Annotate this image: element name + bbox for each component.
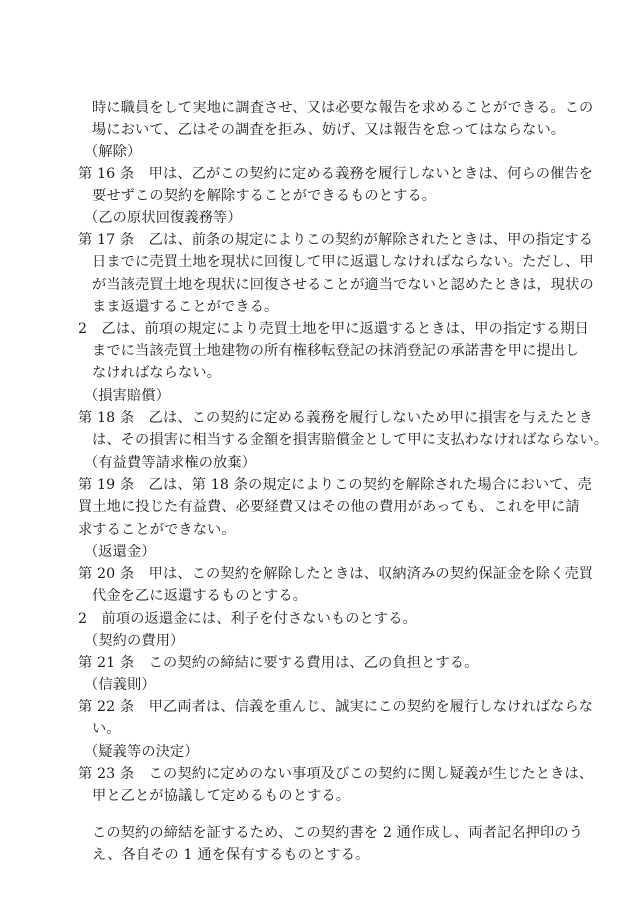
body-line: 第 22 条 甲乙両者は、信義を重んじ、誠実にこの契約を履行しなければならな [78, 699, 594, 716]
body-line: 2 乙は、前項の規定により売買土地を甲に返還するときは、甲の指定する期日 [78, 320, 589, 337]
body-line: 第 23 条 この契約に定めのない事項及びこの契約に関し疑義が生じたときは、 [78, 766, 594, 783]
closing-statement [78, 822, 584, 866]
body-line: 甲と乙とが協議して定めるものとする。 [92, 788, 351, 805]
body-line: 第 18 条 乙は、この契約に定める義務を履行しないため甲に損害を与えたとき [78, 410, 594, 427]
article-heading: （返還金） [84, 544, 156, 560]
body-line: 買土地に投じた有益費、必要経費又はその他の費用があっても、これを甲に請 [78, 499, 580, 516]
body-line: 第 21 条 この契約の締結に要する費用は、乙の負担とする。 [78, 655, 479, 672]
body-line: 2 前項の返還金には、利子を付さないものとする。 [78, 610, 417, 627]
article-heading: （解除） [84, 144, 142, 160]
article-21 [78, 630, 560, 674]
article-16 [78, 141, 594, 208]
article-heading: （疑義等の決定） [84, 744, 199, 760]
article-15-continuation [78, 97, 594, 141]
article-heading: （乙の原状回復義務等） [84, 210, 242, 226]
body-line: が当該売買土地を現状に回復させることが適当でないと認めたときは，現状の [92, 276, 594, 293]
article-17 [78, 207, 594, 385]
body-line: 第 17 条 乙は、前条の規定によりこの契約が解除されたときは、甲の指定する [78, 232, 594, 249]
body-line: 時に職員をして実地に調査させ、又は必要な報告を求めることができる。この [92, 100, 594, 116]
article-18 [78, 385, 609, 452]
article-20 [78, 541, 594, 630]
body-line: 場において、乙はその調査を拒み、妨げ、又は報告を怠ってはならない。 [92, 122, 566, 139]
body-line: 第 16 条 甲は、乙がこの契約に定める義務を履行しないときは、何らの催告を [78, 166, 594, 183]
body-line: 代金を乙に返還するものとする。 [92, 588, 308, 605]
body-line: い。 [92, 721, 121, 738]
body-line: 要せずこの契約を解除することができるものとする。 [92, 188, 437, 205]
body-line: まま返還することができる。 [92, 298, 279, 315]
body-line: え、各自その 1 通を保有するものとする。 [92, 847, 370, 864]
body-line: までに当該売買土地建物の所有権移転登記の抹消登記の承諾書を甲に提出し [92, 343, 580, 360]
article-heading: （契約の費用） [84, 633, 185, 649]
article-heading: （信義則） [84, 677, 156, 693]
article-heading: （有益費等請求権の放棄） [84, 455, 257, 471]
article-heading: （損害賠償） [84, 388, 171, 404]
body-line: なければならない。 [92, 365, 222, 382]
article-23 [78, 741, 594, 808]
body-line: この契約の締結を証するため、この契約書を 2 通作成し、両者記名押印のう [92, 825, 584, 841]
article-19 [78, 452, 592, 541]
body-line: 第 20 条 甲は、この契約を解除したときは、収納済みの契約保証金を除く売買 [78, 566, 594, 583]
body-line: 求することができない。 [78, 521, 236, 538]
body-line: 日までに売買土地を現状に回復して甲に返還しなければならない。ただし、甲 [92, 254, 594, 271]
article-22 [78, 674, 594, 741]
body-line: 第 19 条 乙は、第 18 条の規定によりこの契約を解除された場合において、売 [78, 477, 592, 494]
body-line: は、その損害に相当する金額を損害賠償金として甲に支払わなければならない。 [92, 432, 609, 449]
